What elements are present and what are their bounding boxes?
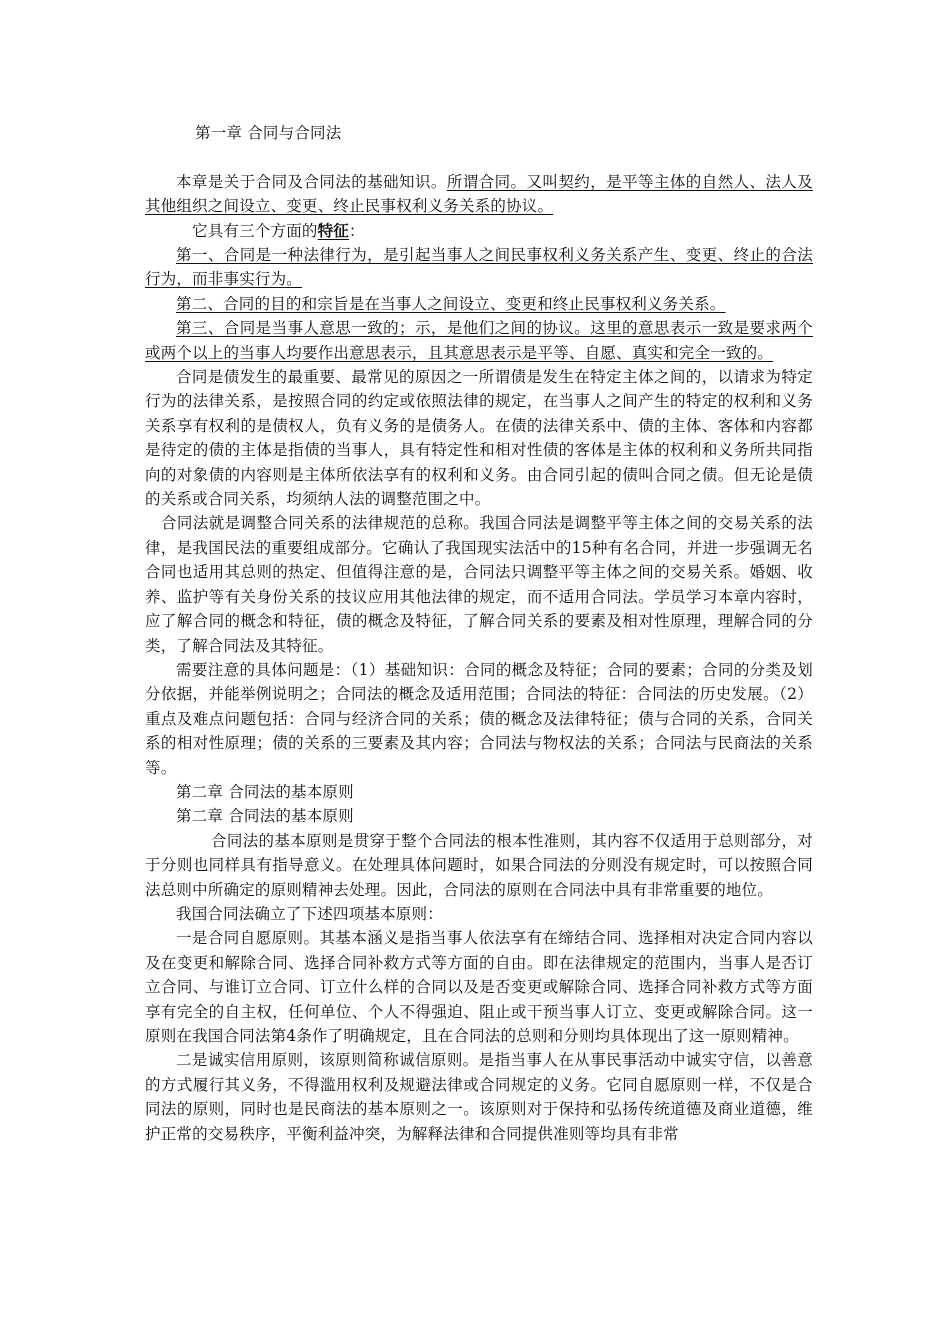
chapter-1-title bbox=[145, 121, 813, 145]
principle-good-faith: 二是诚实信用原则，该原则简称诚信原则。是指当事人在从事民事活动中诚实守信，以善意的方式履行其义务，不得滥用权利及规避法律或合同规定的义务。它同自愿原则一样，不仅是合同法的原则，同时也是民商法的基本原则之一。该原则对于保持和弘扬传统道德及商业道德，维护正常的交易秩序，平衡利益冲突，为解释法律和合同提供准则等均具有非常 bbox=[145, 1051, 813, 1143]
feature-1: 第一、合同是一种法律行为，是引起当事人之间民事权利义务关系产生、变更、终止的合法行为，而非事实行为。 bbox=[145, 246, 813, 289]
chapter-1-title-text: 第一章 合同与合同法 bbox=[195, 124, 342, 142]
features-heading bbox=[145, 219, 813, 243]
contract-law-paragraph: 合同法就是调整合同关系的法律规范的总称。我国合同法是调整平等主体之间的交易关系的法律，是我国民法的重要组成部分。它确认了我国现实法活中的15种有名合同，并进一步强调无名合同也适用其总则的热定、但值得注意的是，合同法只调整平等主体之间的交易关系。婚姻、收养、监护等有关身份关系的技议应用其他法律的规定，而不适用合同法。学员学习本章内容时，应了解合同的概念和特征，债的概念及特征，了解合同关系的要素及相对性原理，理解合同的分类，了解合同法及其特征。 bbox=[145, 514, 813, 655]
debt-paragraph: 合同是债发生的最重要、最常见的原因之一所谓债是发生在特定主体之间的，以请求为特定行为的法律关系，是按照合同的约定或依照法律的规定，在当事人之间产生的特定的权利和义务关系享有权利的是债权人，负有义务的是债务人。在债的法律关系中、债的主体、客体和内容都是待定的债的主体是指债的当事人，具有特定性和相对性债的客体是主体的权利和义务所共同指向的对象债的内容则是主体所依法享有的权利和义务。由合同引起的债叫合同之债。但无论是债的关系或合同关系，均须纳人法的调整范围之中。 bbox=[145, 368, 813, 509]
document-body bbox=[145, 121, 813, 1146]
chapter-2-title-repeat: 第二章 合同法的基本原则 bbox=[176, 807, 354, 826]
contract-definition: 所谓合同。又叫契约，是平等主体的自然人、法人及其他组织之间设立、变更、终止民事权利义务关系的协议。 bbox=[145, 172, 813, 216]
principles-intro-paragraph: 合同法的基本原则是贯穿于整个合同法的根本性准则，其内容不仅适用于总则部分，对于分则也同样具有指导意义。在处理具体问题时，如果合同法的分则没有规定时，可以按照合同法总则中所确定的原则精神去处理。因此，合同法的原则在合同法中具有非常重要的地位。 bbox=[145, 831, 813, 899]
feature-2: 第二、合同的目的和宗旨是在当事人之间设立、变更和终止民事权利义务关系。 bbox=[176, 294, 726, 313]
notes-paragraph: 需要注意的具体问题是：（1）基础知识：合同的概念及特征；合同的要素；合同的分类及划分依据，并能举例说明之；合同法的概念及适用范围；合同法的特征：合同法的历史发展。（2）重点及难点问题包括：合同与经济合同的关系；债的概念及法律特征；债与合同的关系，合同关系的相对性原理；债的关系的三要素及其内容；合同法与物权法的关系；合同法与民商法的关系等。 bbox=[145, 660, 813, 777]
features-heading-prefix: 它具有三个方面的 bbox=[192, 221, 318, 240]
intro-plain-text: 本章是关于合同及合同法的基础知识。 bbox=[176, 172, 447, 191]
principle-voluntariness: 一是合同自愿原则。其基本涵义是指当事人依法享有在缔结合同、选择相对决定合同内容以及在变更和解除合同、选择合同补救方式等方面的自由。即在法律规定的范围内，当事人是否订立合同、与谁订立合同、订立什么样的合同以及是否变更或解除合同、选择合同补救方式等方面享有完全的自主权，任何单位、个人不得强迫、阻止或干预当事人订立、变更或解除合同。这一原则在我国合同法第4条作了明确规定，且在合同法的总则和分则均具体现出了这一原则精神。 bbox=[145, 929, 813, 1046]
features-heading-suffix: ： bbox=[349, 221, 365, 240]
blank-line bbox=[145, 145, 813, 169]
features-keyword: 特征 bbox=[317, 220, 350, 240]
chapter-2-title: 第二章 合同法的基本原则 bbox=[176, 782, 354, 801]
principles-lead: 我国合同法确立了下述四项基本原则： bbox=[176, 904, 443, 923]
feature-3: 第三、合同是当事人意思一致的；示，是他们之间的协议。这里的意思表示一致是要求两个或两个以上的当事人均要作出意思表示，且其意思表示是平等、自愿、真实和完全一致的。 bbox=[145, 319, 813, 362]
intro-paragraph bbox=[145, 170, 813, 219]
